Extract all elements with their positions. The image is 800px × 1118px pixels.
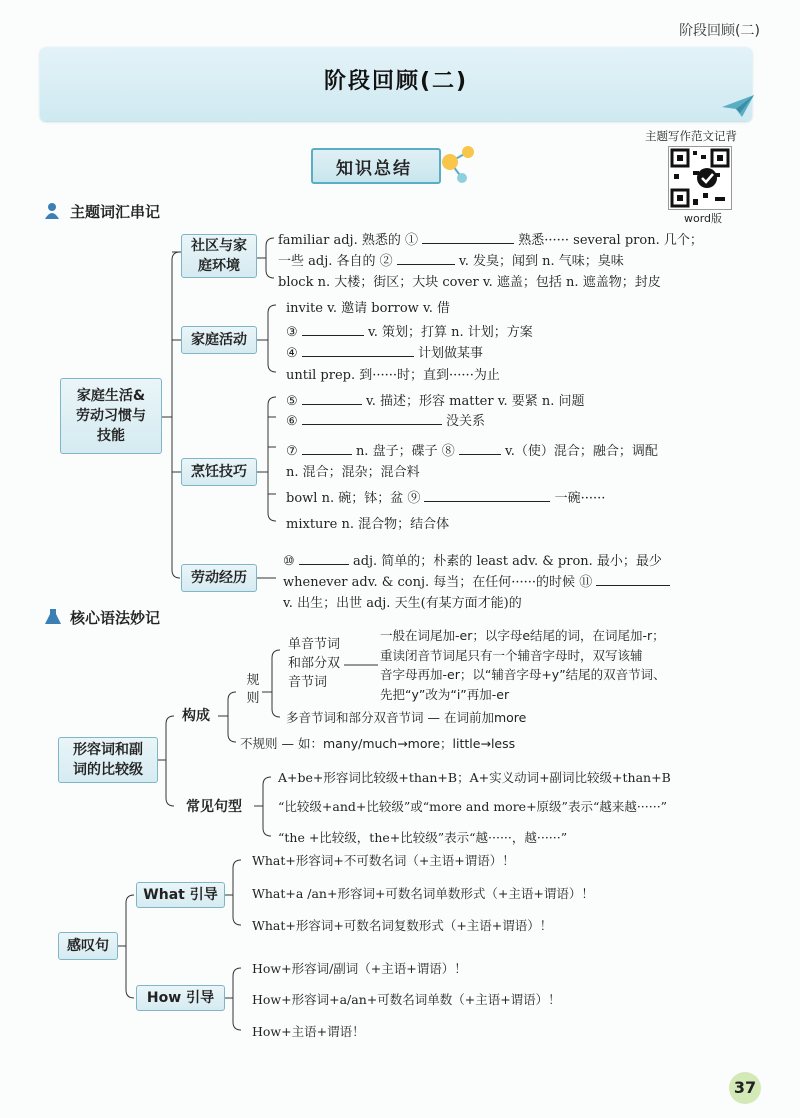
vocab-line: invite v. 邀请 borrow v. 借 — [286, 301, 451, 316]
vocab-text: 没关系 — [445, 414, 485, 429]
vocab-line — [286, 342, 483, 361]
pattern-line: A+be+形容词比较级+than+B；A+实义动词+副词比较级+than+B — [278, 770, 671, 785]
rule-line: 音字母再加-er；以“辅音字母+y”结尾的双音节词、 — [380, 667, 666, 682]
vocab-text: v. 描述；形容 matter v. 要紧 n. 问题 — [365, 394, 585, 409]
pattern-line: “the +比较级，the+比较级”表示“越······，越······” — [278, 830, 568, 845]
vocab-text: bowl n. 碗；钵；盆 ⑨ — [286, 491, 421, 506]
blank-9[interactable] — [424, 489, 550, 502]
flask-icon — [44, 608, 62, 626]
qr-label: word版 — [684, 212, 723, 225]
what-pattern: What+形容词+不可数名词（+主语+谓语）！ — [252, 853, 515, 868]
branch-label-line: 庭环境 — [198, 258, 240, 274]
blank-3[interactable] — [302, 323, 364, 336]
branch-housework: 家庭活动 — [181, 326, 257, 354]
patterns-label: 常见句型 — [186, 799, 242, 815]
blank-4[interactable] — [302, 344, 414, 357]
branch-cooking: 烹饪技巧 — [181, 458, 257, 486]
vocab-text: 一些 adj. 各自的 ② — [278, 254, 393, 269]
running-header: 阶段回顾(二) — [679, 23, 760, 39]
branch-community — [181, 234, 257, 278]
how-label: How 引导 — [136, 985, 225, 1011]
vocab-line — [283, 571, 670, 590]
vocab-line: block n. 大楼；街区；大块 cover v. 遮盖；包括 n. 遮盖物；封皮 — [278, 275, 661, 290]
what-label: What 引导 — [136, 882, 225, 908]
root-line: 技能 — [97, 428, 125, 444]
root-line: 词的比较级 — [73, 762, 143, 778]
knowledge-summary-title: 知识总结 — [336, 159, 412, 179]
vocab-line: mixture n. 混合物；结合体 — [286, 517, 450, 532]
irregular-rule: 不规则 — 如：many/much→more；little→less — [240, 736, 516, 751]
vocab-line — [283, 550, 662, 569]
vocab-line: v. 出生；出世 adj. 天生(有某方面才能)的 — [283, 596, 522, 611]
vocab-line — [286, 487, 605, 506]
multi-syllable-rule: 多音节词和部分双音节词 — 在词前加more — [286, 710, 527, 725]
rule-line: 重读闭音节词尾只有一个辅音字母时，双写该辅 — [380, 647, 643, 663]
vocab-text: ③ — [286, 325, 298, 340]
pattern-line: “比较级+and+比较级”或“more and more+原级”表示“越来越······” — [278, 799, 668, 814]
root-line: 劳动习惯与 — [76, 408, 146, 424]
single-line: 音节词 — [288, 675, 328, 690]
vocab-text: 熟悉······ several pron. 几个； — [518, 233, 703, 248]
vocab-line — [286, 410, 485, 429]
vocab-text: v. 策划；打算 n. 计划；方案 — [367, 325, 533, 340]
vocab-line — [278, 229, 703, 248]
how-pattern: How+形容词+a/an+可数名词单数（+主语+谓语）！ — [252, 992, 561, 1007]
rule-text — [380, 626, 666, 704]
root-node-exclamation: 感叹句 — [58, 932, 118, 960]
vocab-line — [286, 321, 533, 340]
blank-11[interactable] — [596, 573, 670, 586]
how-pattern: How+主语+谓语！ — [252, 1024, 365, 1039]
vocab-text: whenever adv. & conj. 每当；在任何······的时候 ⑪ — [283, 575, 593, 590]
qr-caption: 主题写作范文记背 — [645, 129, 737, 143]
vocab-text: adj. 简单的；朴素的 least adv. & pron. 最小；最少 — [352, 554, 662, 569]
vocab-text: v.（使）混合；融合；调配 — [505, 444, 658, 459]
vocab-text: v. 发臭；闻到 n. 气味；臭味 — [458, 254, 624, 269]
section-grammar-title: 核心语法妙记 — [70, 609, 161, 627]
page-title: 阶段回顾(二) — [323, 69, 469, 94]
root-node-family-life — [60, 378, 162, 454]
blank-6[interactable] — [302, 412, 442, 425]
blank-8[interactable] — [459, 442, 501, 455]
vocab-line — [286, 390, 585, 409]
page-number: 37 — [729, 1072, 761, 1104]
blank-2[interactable] — [397, 252, 455, 265]
branch-label-line: 社区与家 — [191, 238, 247, 254]
blank-1[interactable] — [422, 231, 514, 244]
vocab-text: 一碗······ — [554, 491, 606, 506]
vocab-text: familiar adj. 熟悉的 ① — [278, 233, 418, 248]
rule-line: 先把“y”改为“i”再加-er — [380, 686, 510, 702]
blank-10[interactable] — [299, 552, 349, 565]
how-pattern: How+形容词/副词（+主语+谓语）！ — [252, 961, 467, 976]
rule-line: 一般在词尾加-er；以字母e结尾的词，在词尾加-r； — [380, 628, 665, 643]
single-line: 和部分双 — [288, 656, 341, 671]
rule-label: 规则 — [246, 673, 260, 706]
single-syllable-label — [288, 635, 346, 692]
vocab-line: n. 混合；混杂；混合料 — [286, 465, 420, 480]
blank-7[interactable] — [302, 442, 352, 455]
what-pattern: What+形容词+可数名词复数形式（+主语+谓语）！ — [252, 918, 553, 933]
vocab-text: ⑦ — [286, 444, 298, 459]
vocab-text: ⑥ — [286, 414, 298, 429]
what-pattern: What+a /an+形容词+可数名词单数形式（+主语+谓语）！ — [252, 886, 594, 901]
vocab-text: ④ — [286, 346, 298, 361]
vocab-text: ⑩ — [283, 554, 295, 569]
vocab-line — [286, 440, 658, 459]
vocab-line — [278, 250, 624, 269]
branch-labor: 劳动经历 — [181, 564, 257, 592]
single-line: 单音节词 — [288, 637, 341, 652]
vocab-text: ⑤ — [286, 394, 298, 409]
formation-label: 构成 — [182, 708, 210, 724]
blank-5[interactable] — [302, 392, 362, 405]
root-node-comparative — [58, 737, 158, 783]
root-line: 家庭生活& — [76, 388, 146, 404]
vocab-text: n. 盘子；碟子 ⑧ — [355, 444, 455, 459]
root-line: 形容词和副 — [73, 742, 143, 758]
vocab-line: until prep. 到······时；直到······为止 — [286, 368, 500, 383]
vocab-text: 计划做某事 — [417, 346, 483, 361]
section-vocab-title: 主题词汇串记 — [70, 203, 161, 221]
